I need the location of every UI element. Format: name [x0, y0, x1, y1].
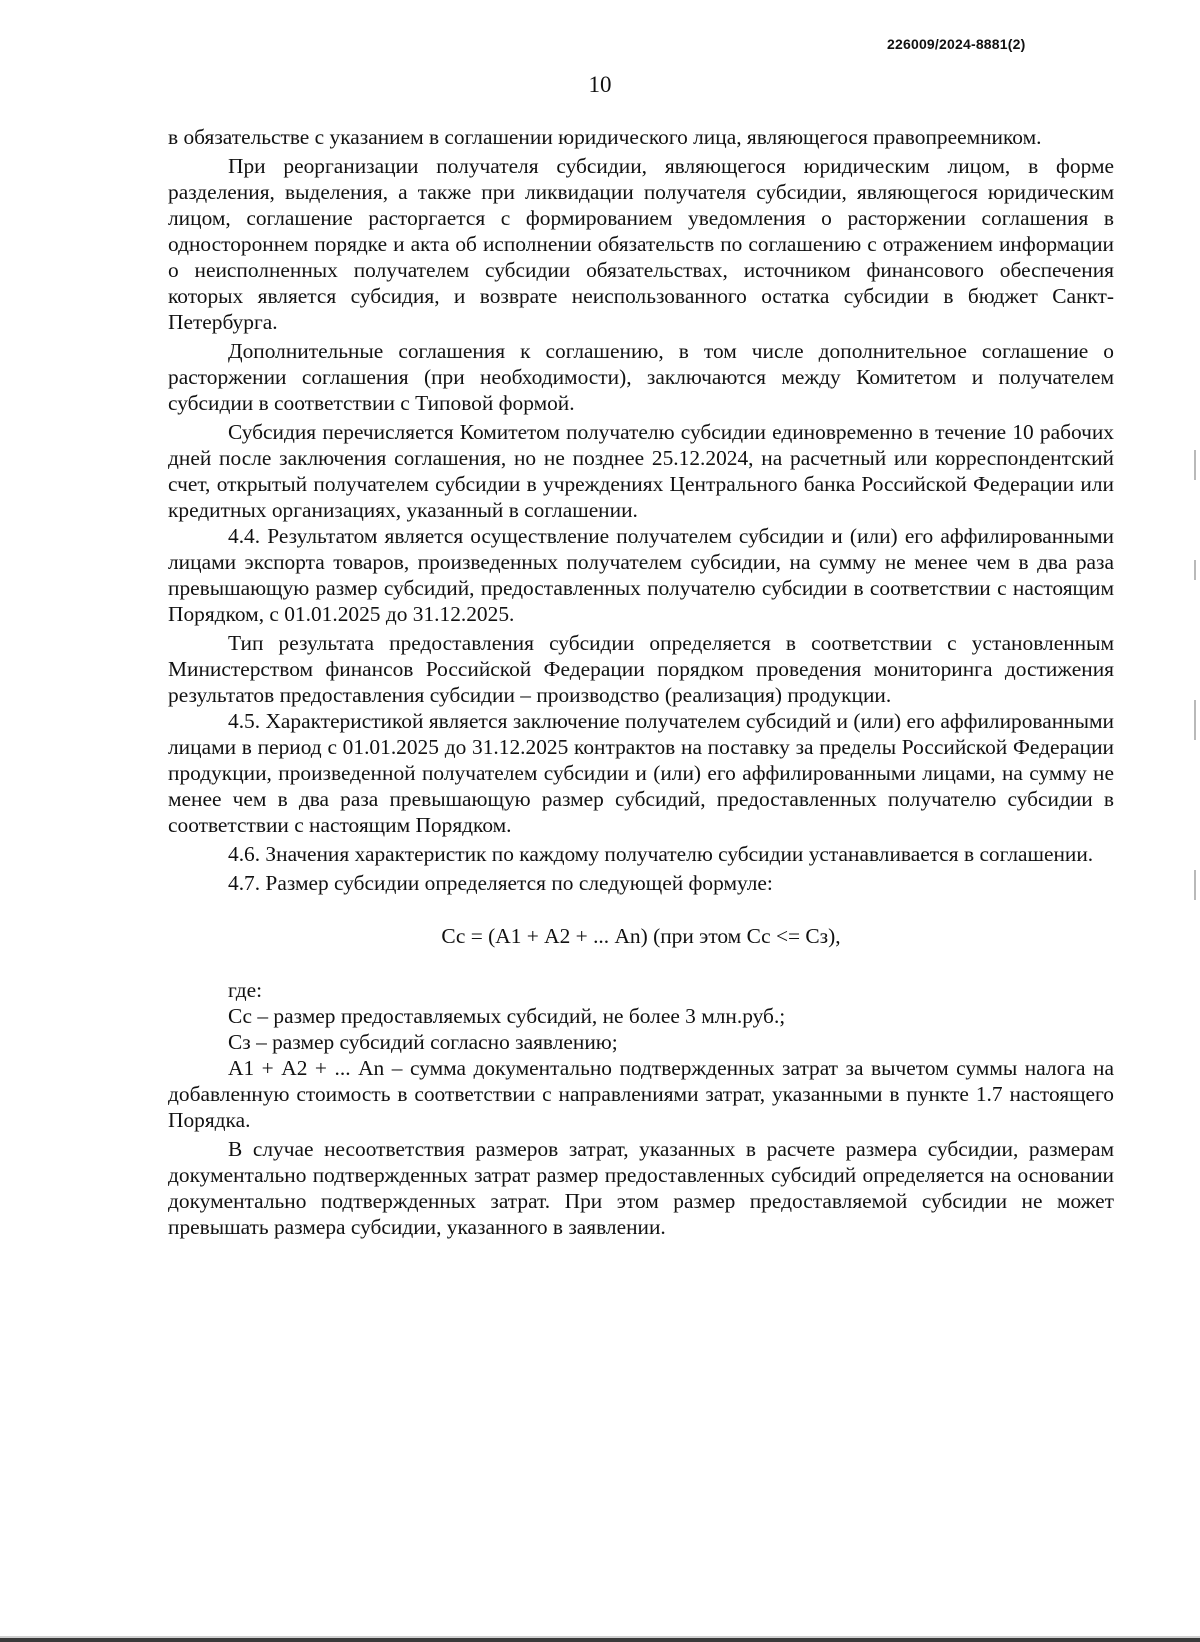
paragraph-4-4-result: 4.4. Результатом является осуществление получателем субсидии и (или) его аффилированными лицами экспорта товаров, произведенных получателем субсидии, на сумму не менее чем в два раза превышающую размер субсидий, предоставленных получателю субсидии в соответствии с настоящим Порядком, с 01.01.2025 до 31.12.2025. [168, 524, 1114, 626]
document-registration-number: 226009/2024-8881(2) [887, 36, 1026, 52]
document-body [168, 124, 1114, 1240]
page-number: 10 [588, 72, 612, 97]
legend-cc: Сс – размер предоставляемых субсидий, не более 3 млн.руб.; [228, 1004, 786, 1028]
paragraph-4-7-formula-intro: 4.7. Размер субсидии определяется по следующей формуле: [228, 871, 773, 895]
subsidy-formula: Сс = (А1 + А2 + ... Аn) (при этом Сс <= Сз), [441, 924, 841, 948]
legend-sum: А1 + А2 + ... Аn – сумма документально подтвержденных затрат за вычетом суммы налога на добавленную стоимость в соответствии с направлениями затрат, указанными в пункте 1.7 настоящего Порядка. [168, 1056, 1114, 1132]
paragraph-reorganization: При реорганизации получателя субсидии, являющегося юридическим лицом, в форме разделения, выделения, а также при ликвидации получателя субсидии, являющегося юридическим лицом, соглашение расторгается с формированием уведомления о расторжении соглашения в одностороннем порядке и акта об исполнении обязательств по соглашению с отражением информации о неисполненных получателем субсидии обязательствах, источником финансового обеспечения которых является субсидия, и возврате неиспользованного остатка субсидии в бюджет Санкт-Петербурга. [168, 154, 1114, 334]
paragraph-result-type: Тип результата предоставления субсидии определяется в соответствии с установленным Министерством финансов Российской Федерации порядком проведения мониторинга достижения результатов предоставления субсидии – производство (реализация) продукции. [168, 631, 1114, 707]
paragraph-4-5-characteristic: 4.5. Характеристикой является заключение получателем субсидий и (или) его аффилированными лицами в период с 01.01.2025 до 31.12.2025 контрактов на поставку за пределы Российской Федерации продукции, произведенной получателем субсидии и (или) его аффилированными лицами, на сумму не менее чем в два раза превышающую размер субсидий, предоставленных получателю субсидии в соответствии с настоящим Порядком. [168, 709, 1114, 837]
paragraph-closing: В случае несоответствия размеров затрат, указанных в расчете размера субсидии, размерам документально подтвержденных затрат размер предоставленных субсидий определяется на основании документально подтвержденных затрат. При этом размер предоставляемой субсидии не может превышать размера субсидии, указанного в заявлении. [168, 1137, 1114, 1239]
paragraph-additional-agreements: Дополнительные соглашения к соглашению, в том числе дополнительное соглашение о расторжении соглашения (при необходимости), заключаются между Комитетом и получателем субсидии в соответствии с Типовой формой. [168, 339, 1114, 415]
scan-edge-mark [1194, 450, 1196, 480]
scan-bottom-edge [0, 1638, 1200, 1642]
scan-edge-mark [1194, 700, 1196, 740]
paragraph-4-6-values: 4.6. Значения характеристик по каждому получателю субсидии устанавливается в соглашении. [228, 842, 1094, 866]
scan-edge-mark [1194, 560, 1196, 580]
paragraph-transfer: Субсидия перечисляется Комитетом получателю субсидии единовременно в течение 10 рабочих дней после заключения соглашения, но не позднее 25.12.2024, на расчетный или корреспондентский счет, открытый получателем субсидии в учреждениях Центрального банка Российской Федерации или кредитных организациях, указанный в соглашении. [168, 420, 1114, 522]
paragraph-continuation: в обязательстве с указанием в соглашении юридического лица, являющегося правопреемником. [168, 125, 1042, 149]
legend-cz: Сз – размер субсидий согласно заявлению; [228, 1030, 618, 1054]
scan-edge-mark [1194, 870, 1196, 900]
legend-where: где: [228, 978, 263, 1002]
